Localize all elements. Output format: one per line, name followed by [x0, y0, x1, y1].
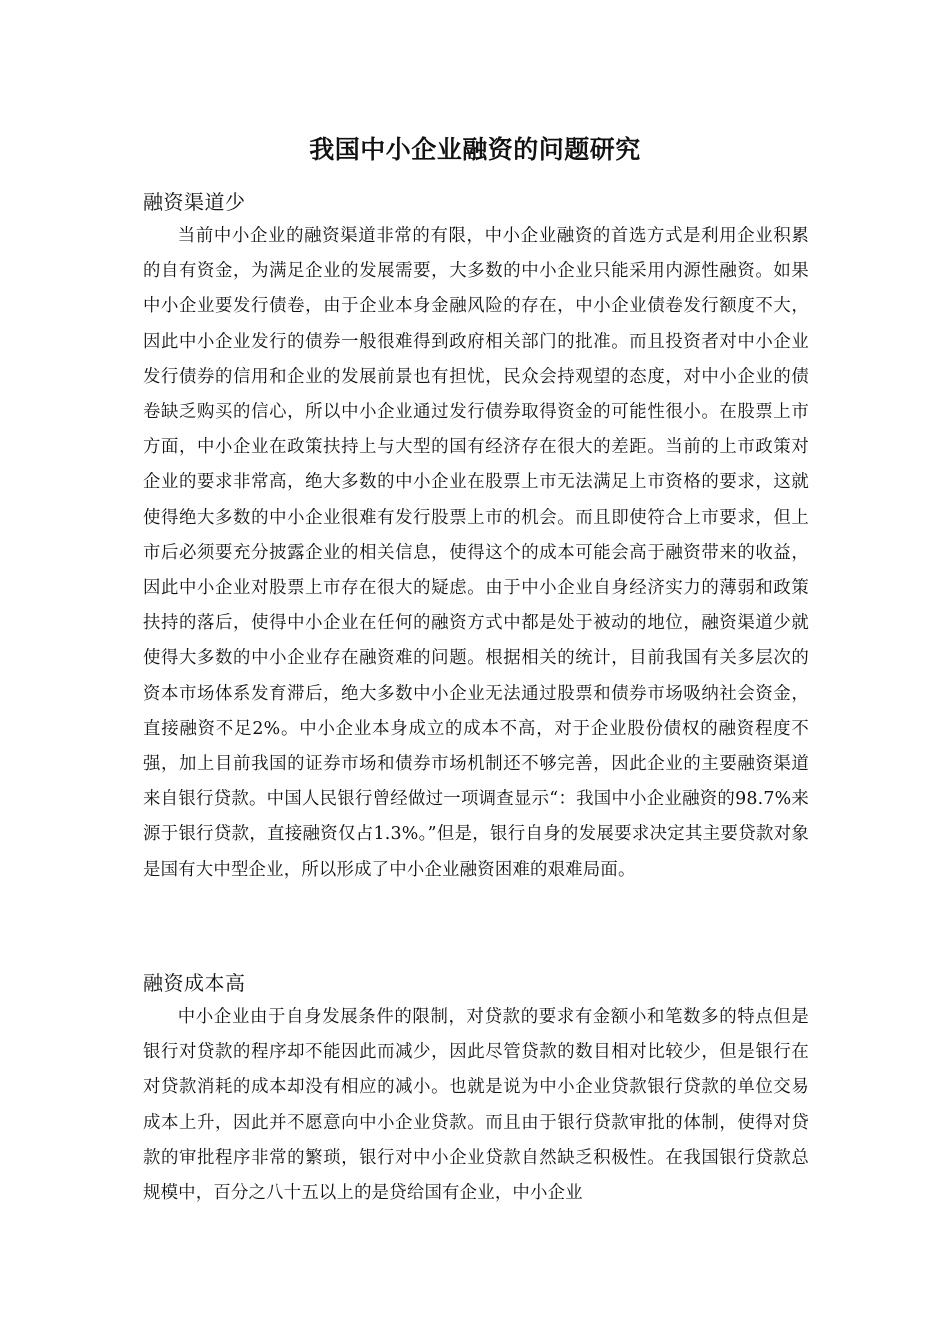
section-financing-channels — [143, 185, 809, 888]
section-heading: 融资渠道少 — [143, 190, 246, 214]
document-title: 我国中小企业融资的问题研究 — [309, 135, 641, 164]
section-paragraph: 当前中小企业的融资渠道非常的有限，中小企业融资的首选方式是利用企业积累的自有资金，为满足企业的发展需要，大多数的中小企业只能采用内源性融资。如果中小企业要发行债卷，由于企业本身金融风险的存在，中小企业债卷发行额度不大，因此中小企业发行的债券一般很难得到政府相关部门的批准。而且投资者对中小企业发行债券的信用和企业的发展前景也有担忧，民众会持观望的态度，对中小企业的债卷缺乏购买的信心，所以中小企业通过发行债券取得资金的可能性很小。在股票上市方面，中小企业在政策扶持上与大型的国有经济存在很大的差距。当前的上市政策对企业的要求非常高，绝大多数的中小企业在股票上市无法满足上市资格的要求，这就使得绝大多数的中小企业很难有发行股票上市的机会。而且即使符合上市要求，但上市后必须要充分披露企业的相关信息，使得这个的成本可能会高于融资带来的收益，因此中小企业对股票上市存在很大的疑虑。由于中小企业自身经济实力的薄弱和政策扶持的落后，使得中小企业在任何的融资方式中都是处于被动的地位，融资渠道少就使得大多数的中小企业存在融资难的问题。根据相关的统计，目前我国有关多层次的资本市场体系发育滞后，绝大多数中小企业无法通过股票和债券市场吸纳社会资金，直接融资不足2%。中小企业本身成立的成本不高，对于企业股份债权的融资程度不强，加上目前我国的证券市场和债券市场机制还不够完善，因此企业的主要融资渠道来自银行贷款。中国人民银行曾经做过一项调查显示“：我国中小企业融资的98.7%来源于银行贷款，直接融资仅占1.3%。”但是，银行自身的发展要求决定其主要贷款对象是国有大中型企业，所以形成了中小企业融资困难的艰难局面。 — [143, 226, 809, 880]
section-paragraph: 中小企业由于自身发展条件的限制，对贷款的要求有金额小和笔数多的特点但是银行对贷款的程序却不能因此而减少，因此尽管贷款的数目相对比较少，但是银行在对贷款消耗的成本却没有相应的减小。也就是说为中小企业贷款银行贷款的单位交易成本上升，因此并不愿意向中小企业贷款。而且由于银行贷款审批的体制，使得对贷款的审批程序非常的繁琐，银行对中小企业贷款自然缺乏积极性。在我国银行贷款总规模中，百分之八十五以上的是贷给国有企业，中小企业 — [143, 1007, 809, 1204]
section-heading: 融资成本高 — [143, 971, 246, 995]
section-financing-cost — [143, 966, 809, 1211]
